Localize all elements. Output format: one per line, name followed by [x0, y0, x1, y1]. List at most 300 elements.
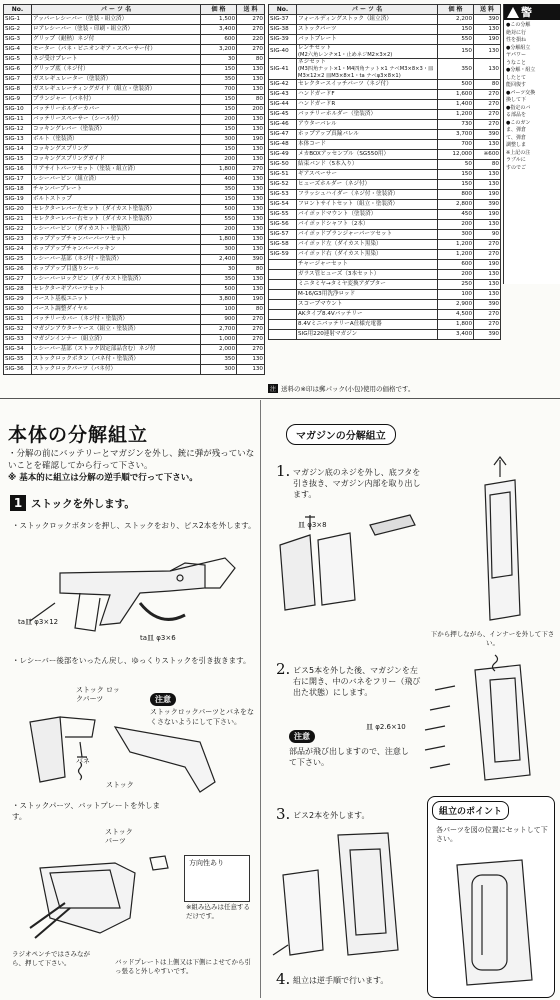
price-cell: 730	[438, 120, 474, 130]
price-cell: 200	[201, 225, 237, 235]
table-row	[4, 205, 265, 215]
part-number-cell: SIG-45	[269, 110, 297, 120]
part-number-cell: SIG-33	[4, 335, 32, 345]
part-name-cell: ストックロックパーツ（バネ付）	[32, 365, 201, 375]
magazine-section-title: マガジンの分解組立	[286, 424, 396, 445]
part-name-cell: セレクターレバー右セット（ダイカスト塗装済）	[32, 215, 201, 225]
part-name-cell: バイポッド右（ダイカスト黒染）	[297, 250, 438, 260]
warning-line: ヤパワー	[506, 52, 527, 58]
part-name-cell: コッキングスプリングガイド	[32, 155, 201, 165]
part-name-cell: バイポッドプランジャーパーツセット	[297, 230, 438, 240]
shipping-cell: 270	[474, 110, 501, 120]
table-row	[269, 45, 501, 59]
shipping-cell: 130	[237, 365, 265, 375]
magazine-layout-illustration	[442, 855, 542, 990]
intro-line-2: ※ 基本的に組立は分解の逆手順で行って下さい。	[8, 473, 198, 483]
magazine-half-illustration	[268, 825, 423, 965]
table-row	[4, 265, 265, 275]
price-cell: 4,500	[438, 310, 474, 320]
price-cell: 200	[201, 115, 237, 125]
part-name-cell: チャンバープレート	[32, 185, 201, 195]
shipping-cell: 130	[474, 170, 501, 180]
direction-label: 方向性あり	[189, 859, 224, 867]
buttplate-illustration	[20, 838, 190, 948]
table-row	[269, 25, 501, 35]
price-cell: 150	[201, 95, 237, 105]
step-title: ストックを外します。	[31, 497, 135, 510]
caution-text: ストックロックパーツとバネをなくさないようにして下さい。	[150, 708, 254, 726]
mag-step-1-number: 1.	[276, 462, 291, 480]
price-cell: 1,200	[438, 240, 474, 250]
mag-screw-2: 皿 φ2.6×10	[366, 723, 406, 731]
part-number-cell	[269, 290, 297, 300]
part-name-cell: スコープマウント	[297, 300, 438, 310]
price-cell: 500	[201, 285, 237, 295]
table-row	[269, 110, 501, 120]
table-row	[4, 165, 265, 175]
table-row	[4, 35, 265, 45]
shipping-cell: 130	[474, 290, 501, 300]
part-number-cell: SIG-27	[4, 275, 32, 285]
part-name-cell: ボルト（塗装済）	[32, 135, 201, 145]
table-row	[4, 305, 265, 315]
part-name-cell: フロントサイトセット（組立・塗装済）	[297, 200, 438, 210]
shipping-cell: 130	[237, 175, 265, 185]
warning-line: 絶対に行	[506, 29, 527, 36]
table-row	[4, 275, 265, 285]
part-number-cell: SIG-39	[269, 35, 297, 45]
mag-caution-badge: 注意	[289, 730, 315, 743]
table-row	[269, 90, 501, 100]
part-name-cell: ボルトストップ	[32, 195, 201, 205]
table-row	[269, 35, 501, 45]
table-row	[269, 210, 501, 220]
shipping-cell: 130	[237, 225, 265, 235]
parts-table-left	[3, 4, 265, 375]
part-number-cell: SIG-7	[4, 75, 32, 85]
part-name-cell	[297, 45, 438, 59]
price-cell: 100	[201, 305, 237, 315]
warning-line: したとて	[506, 74, 527, 81]
shipping-cell: 130	[237, 215, 265, 225]
price-cell: 500	[438, 80, 474, 90]
col-no: No.	[269, 5, 297, 15]
table-row	[269, 260, 501, 270]
price-cell: 800	[438, 190, 474, 200]
table-row	[269, 180, 501, 190]
price-cell: 3,200	[201, 45, 237, 55]
price-cell: 1,500	[201, 15, 237, 25]
step-1-text-c: ・ストックパーツ、バットプレートを外します。	[12, 801, 160, 821]
part-number-cell: SIG-44	[269, 100, 297, 110]
table-row	[269, 170, 501, 180]
part-name-cell: バッテリーホルダー（塗装済）	[297, 110, 438, 120]
table-row	[269, 330, 501, 340]
table-row	[269, 280, 501, 290]
col-price: 価 格	[438, 5, 474, 15]
shipping-cell: 390	[474, 15, 501, 25]
price-cell: 400	[201, 175, 237, 185]
shipping-cell: 130	[237, 205, 265, 215]
price-cell: 450	[438, 210, 474, 220]
shipping-cell: 190	[474, 35, 501, 45]
table-row	[269, 80, 501, 90]
part-number-cell: SIG-3	[4, 35, 32, 45]
table-row	[4, 155, 265, 165]
price-cell: 100	[438, 290, 474, 300]
price-cell: 300	[201, 245, 237, 255]
price-cell: 350	[201, 185, 237, 195]
shipping-cell: 270	[237, 165, 265, 175]
part-number-cell: SIG-19	[4, 195, 32, 205]
price-cell: 1,000	[201, 335, 237, 345]
shipping-cell: 130	[237, 75, 265, 85]
shipping-cell: 80	[237, 55, 265, 65]
shipping-cell: 270	[474, 90, 501, 100]
part-name-cell: AKタイプ8.4Vバッテリー	[297, 310, 438, 320]
table-row	[4, 175, 265, 185]
shipping-cell: 130	[474, 59, 501, 80]
part-number-cell: SIG-15	[4, 155, 32, 165]
part-name: レンチセット	[298, 45, 332, 51]
price-cell: 550	[201, 215, 237, 225]
table-row	[269, 230, 501, 240]
warning-icon	[507, 7, 519, 18]
part-name-cell: ハンドガードR	[297, 100, 438, 110]
shipping-cell: 130	[474, 270, 501, 280]
price-cell: 350	[201, 275, 237, 285]
part-number-cell: SIG-35	[4, 355, 32, 365]
part-name-cell: 8.4VミニバッテリーA仕様充電器	[297, 320, 438, 330]
part-name-cell: ホップアップ目盛りシール	[32, 265, 201, 275]
shipping-cell: ※600	[474, 150, 501, 160]
shipping-cell: 190	[474, 190, 501, 200]
shipping-note	[268, 384, 415, 393]
part-number-cell: SIG-22	[4, 225, 32, 235]
warning-line: 性を損ね	[506, 37, 527, 43]
price-cell: 500	[201, 205, 237, 215]
screw-label-a: ta皿 φ3×12	[18, 618, 59, 626]
table-row	[4, 345, 265, 355]
price-cell: 150	[438, 170, 474, 180]
part-name-cell: ガスレギュレーター（塗装済）	[32, 75, 201, 85]
part-name-cell: 本体コード	[297, 140, 438, 150]
shipping-cell: 130	[237, 115, 265, 125]
table-row	[269, 15, 501, 25]
table-row	[4, 255, 265, 265]
part-name-cell: SIG用220連射マガジン	[297, 330, 438, 340]
part-name-cell: アウターバレル	[297, 120, 438, 130]
warning-line: ま、弾倉	[506, 127, 527, 133]
column-divider	[260, 400, 261, 998]
shipping-cell: 130	[237, 65, 265, 75]
part-name-cell: レシーバー基部（ストック固定部品含む）ネジ付	[32, 345, 201, 355]
shipping-cell: 130	[474, 180, 501, 190]
mag-step-3-text: ビス2本を外します。	[293, 811, 370, 820]
mag-caution-text: 部品が飛び出しますので、注意して下さい。	[289, 747, 409, 767]
table-row	[4, 145, 265, 155]
buttplate-note: バッドプレートは上側又は下側によせてから引っ張ると外しやすいです。	[115, 958, 252, 975]
mag-step-3-number: 3.	[276, 805, 291, 823]
warning-header	[504, 4, 560, 20]
part-number-cell: SIG-1	[4, 15, 32, 25]
part-name-cell: レシーバーピン（ダイカスト・塗装済）	[32, 225, 201, 235]
part-number-cell: SIG-42	[269, 80, 297, 90]
part-name-cell: バッテリースペーサー（シール付）	[32, 115, 201, 125]
table-row	[4, 85, 265, 95]
price-cell: 30	[201, 55, 237, 65]
part-number-cell: SIG-37	[269, 15, 297, 25]
part-number-cell: SIG-20	[4, 205, 32, 215]
shipping-cell: 130	[474, 280, 501, 290]
price-cell: 3,400	[201, 25, 237, 35]
col-shipping: 送 料	[474, 5, 501, 15]
table-row	[4, 125, 265, 135]
table-row	[4, 225, 265, 235]
push-note: 下から押しながら、インナーを外して下さい。	[430, 630, 555, 647]
col-name: パ ー ツ 名	[32, 5, 201, 15]
part-number-cell: SIG-38	[269, 25, 297, 35]
part-name-cell: バッテリーホルダーカバー	[32, 105, 201, 115]
price-cell: 2,900	[438, 300, 474, 310]
table-row	[4, 135, 265, 145]
part-name-cell: セレクターレバー左セット（ダイカスト塗装済）	[32, 205, 201, 215]
shipping-cell: 130	[237, 145, 265, 155]
shipping-cell: 220	[237, 35, 265, 45]
part-name-cell: チャージャーセット	[297, 260, 438, 270]
part-name-cell: レシーバー基部（ネジ付・塗装済）	[32, 255, 201, 265]
price-cell: 3,400	[438, 330, 474, 340]
warning-text	[504, 20, 560, 174]
part-number-cell: SIG-23	[4, 235, 32, 245]
magazine-open-illustration	[420, 650, 555, 790]
part-name-cell: マガジンインナー（組立済）	[32, 335, 201, 345]
table-row	[269, 130, 501, 140]
price-cell: 1,800	[201, 165, 237, 175]
warning-line: 能回復す	[506, 82, 527, 88]
warning-line: て、弾倉	[506, 134, 526, 141]
shipping-cell: 130	[237, 125, 265, 135]
part-number-cell: SIG-32	[4, 325, 32, 335]
shipping-cell: 130	[237, 155, 265, 165]
price-cell: 1,800	[201, 235, 237, 245]
part-number-cell: SIG-51	[269, 170, 297, 180]
price-cell: 1,600	[438, 90, 474, 100]
stock-label: ストック	[106, 781, 134, 789]
part-number-cell: SIG-29	[4, 295, 32, 305]
part-name-cell: フラッシュハイダー（ネジ付・塗装済）	[297, 190, 438, 200]
shipping-cell: 390	[474, 130, 501, 140]
table-row	[269, 59, 501, 80]
shipping-cell: 390	[474, 330, 501, 340]
table-row	[269, 160, 501, 170]
price-cell: 30	[201, 265, 237, 275]
direction-note: ※組み込みは任意する だけです。	[186, 903, 250, 920]
shipping-cell: 270	[474, 310, 501, 320]
shipping-cell: 80	[474, 80, 501, 90]
screw-label-b: ta皿 φ3×6	[140, 634, 176, 642]
table-row	[4, 285, 265, 295]
part-number-cell: SIG-17	[4, 175, 32, 185]
part-name-cell: プランジャー（バネ付）	[32, 95, 201, 105]
part-name-cell: ギアスペーサー	[297, 170, 438, 180]
warning-line: る部品を	[506, 112, 527, 118]
price-cell: 1,200	[438, 250, 474, 260]
step-1-text-a: ・ストックロックボタンを押し、ストックをおり、ビス2本を外します。	[12, 521, 256, 530]
part-number-cell: SIG-9	[4, 95, 32, 105]
section-divider	[0, 398, 560, 399]
table-row	[4, 295, 265, 305]
part-number-cell: SIG-21	[4, 215, 32, 225]
part-number-cell: SIG-54	[269, 200, 297, 210]
table-row	[4, 195, 265, 205]
shipping-cell: 270	[237, 335, 265, 345]
warning-line: ●指定のバ	[506, 104, 531, 111]
price-cell: 350	[438, 59, 474, 80]
warning-line: ●分解・組立	[506, 67, 536, 73]
note-tag: 注	[270, 386, 277, 393]
shipping-cell: 130	[474, 220, 501, 230]
part-number-cell: SIG-14	[4, 145, 32, 155]
table-row	[269, 190, 501, 200]
warning-line: ●パーツ交換	[506, 89, 536, 96]
shipping-cell: 270	[474, 120, 501, 130]
part-name-cell: バースト調整ダイヤル	[32, 305, 201, 315]
price-cell: 150	[201, 195, 237, 205]
part-name-cell: M-16/G3用洗浄ロッド	[297, 290, 438, 300]
part-number-cell: SIG-57	[269, 230, 297, 240]
part-number-cell: SIG-25	[4, 255, 32, 265]
mag-step-4-number: 4.	[276, 970, 291, 988]
part-name-cell: セレクタースイッチパーツ（ネジ付）	[297, 80, 438, 90]
part-number-cell: SIG-28	[4, 285, 32, 295]
shipping-cell: 80	[237, 305, 265, 315]
part-number-cell: SIG-52	[269, 180, 297, 190]
part-name-cell: コッキングスプリング	[32, 145, 201, 155]
warning-line: うなこと	[506, 59, 527, 66]
mag-step-2-text: ビス5本を外した後、マガジンを左右に開き、中のバネをフリー（飛び出た状態）にします。	[293, 666, 421, 697]
part-number-cell	[269, 280, 297, 290]
part-number-cell: SIG-26	[4, 265, 32, 275]
table-row	[269, 150, 501, 160]
price-cell: 200	[201, 155, 237, 165]
part-number-cell: SIG-46	[269, 120, 297, 130]
part-number-cell: SIG-40	[269, 45, 297, 59]
part-name-cell: レシーバーロックピン（ダイカスト塗装済）	[32, 275, 201, 285]
part-name-cell: ハンドガードF	[297, 90, 438, 100]
part-name-cell: ヒューズホルダー（ネジ付）	[297, 180, 438, 190]
part-number-cell: SIG-24	[4, 245, 32, 255]
mag-step-4-text: 組立は逆手順で行います。	[293, 976, 389, 985]
shipping-cell: 270	[474, 100, 501, 110]
intro-line-1: ・分解の前にバッテリーとマガジンを外し、銃に弾が残っていないことを確認してから行って下さい。	[8, 449, 255, 471]
part-number-cell: SIG-55	[269, 210, 297, 220]
part-name-cell: ネジ受けプレート	[32, 55, 201, 65]
part-number-cell: SIG-58	[269, 240, 297, 250]
table-row	[4, 315, 265, 325]
mag-step-1-text: マガジン底のネジを外し、底フタを引き抜き、マガジン内部を取り出します。	[293, 468, 421, 499]
price-cell: 350	[201, 355, 237, 365]
part-number-cell: SIG-18	[4, 185, 32, 195]
part-name-cell: バイポッド左（ダイカスト黒染）	[297, 240, 438, 250]
table-row	[4, 105, 265, 115]
shipping-cell: 270	[237, 45, 265, 55]
part-number-cell: SIG-10	[4, 105, 32, 115]
part-number-cell: SIG-5	[4, 55, 32, 65]
table-row	[269, 320, 501, 330]
price-cell: 200	[438, 220, 474, 230]
pliers-note: ラジオペンチではさみながら、押して下さい。	[12, 950, 90, 967]
part-name-cell: バッテリーカバー（ネジ付・塗装済）	[32, 315, 201, 325]
shipping-cell: 130	[474, 45, 501, 59]
part-name-cell: フォールディングストック（組立済）	[297, 15, 438, 25]
shipping-cell: 90	[474, 230, 501, 240]
part-number-cell: SIG-41	[269, 59, 297, 80]
price-cell: 700	[201, 85, 237, 95]
shipping-cell: 130	[237, 285, 265, 295]
stock-removal-illustration	[20, 682, 250, 802]
part-name-cell: グリップ底（ネジ付）	[32, 65, 201, 75]
table-row	[269, 250, 501, 260]
shipping-cell: 130	[237, 185, 265, 195]
table-row	[269, 270, 501, 280]
shipping-cell: 390	[237, 255, 265, 265]
price-cell: 150	[201, 105, 237, 115]
table-row	[4, 25, 265, 35]
shipping-cell: 270	[474, 250, 501, 260]
price-cell: 1,800	[438, 320, 474, 330]
part-number-cell: SIG-56	[269, 220, 297, 230]
shipping-cell: 270	[237, 325, 265, 335]
part-name-cell: モーター（パネ・ピニオンギア・スペーサー付）	[32, 45, 201, 55]
note-text: 送料の※印は郵パック(小包)使用の価格です。	[281, 385, 415, 393]
shipping-cell: 270	[237, 315, 265, 325]
table-row	[269, 300, 501, 310]
part-number-cell: SIG-8	[4, 85, 32, 95]
part-number-cell: SIG-16	[4, 165, 32, 175]
shipping-cell: 390	[474, 300, 501, 310]
part-name-cell: 結束バンド（5本入り）	[297, 160, 438, 170]
mag-screw-1: 皿 φ3×8	[298, 521, 327, 529]
table-row	[269, 200, 501, 210]
shipping-cell: 130	[237, 355, 265, 365]
price-cell: 600	[201, 35, 237, 45]
shipping-cell: 80	[237, 265, 265, 275]
part-name-cell: コッキングレバー（塗装済）	[32, 125, 201, 135]
table-row	[4, 185, 265, 195]
part-number-cell: SIG-48	[269, 140, 297, 150]
table-row	[269, 100, 501, 110]
part-number-cell: SIG-53	[269, 190, 297, 200]
warning-line: ラブルに	[506, 157, 526, 163]
col-shipping: 送 料	[237, 5, 265, 15]
part-number-cell: SIG-4	[4, 45, 32, 55]
part-number-cell: SIG-50	[269, 160, 297, 170]
price-cell: 1,200	[438, 110, 474, 120]
shipping-cell: 130	[237, 235, 265, 245]
price-cell: 2,400	[201, 255, 237, 265]
price-cell: 350	[201, 75, 237, 85]
part-number-cell	[269, 320, 297, 330]
stock-parts-label: ストック パーツ	[105, 828, 133, 845]
table-row	[4, 65, 265, 75]
part-name-cell	[297, 59, 438, 80]
part-name-cell: ロアレシーバー（塗装・印刷・組立済）	[32, 25, 201, 35]
price-cell: 50	[438, 160, 474, 170]
shipping-cell: 190	[237, 135, 265, 145]
price-cell: 300	[201, 135, 237, 145]
part-number-cell	[269, 270, 297, 280]
